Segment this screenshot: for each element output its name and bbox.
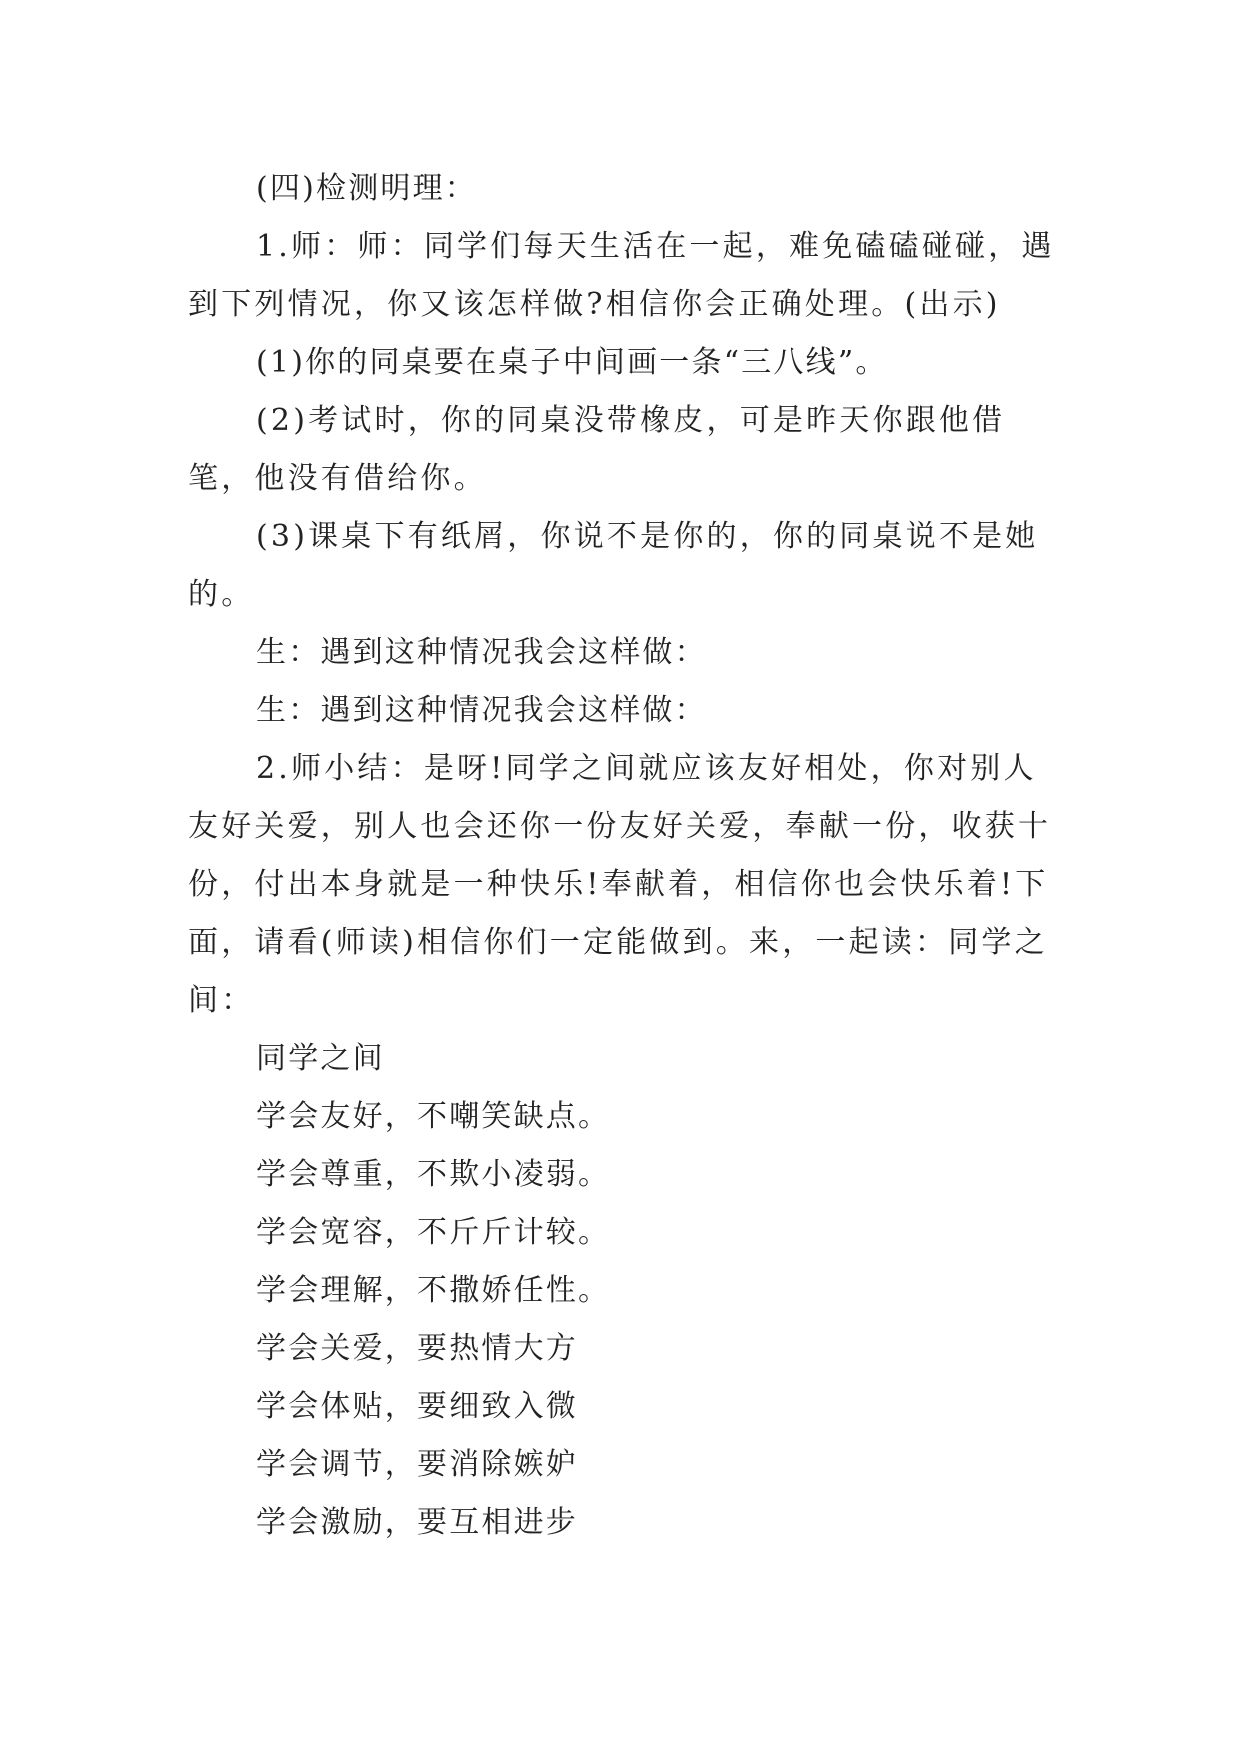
paragraph-case-3: (3)课桌下有纸屑，你说不是你的，你的同桌说不是她的。 <box>188 519 1039 612</box>
paragraph-case-1: (1)你的同桌要在桌子中间画一条“三八线”。 <box>256 345 888 380</box>
poem-line: 学会调节，要消除嫉妒 <box>256 1447 578 1482</box>
section-heading: (四)检测明理： <box>256 171 478 206</box>
poem-line: 学会宽容，不斤斤计较。 <box>256 1215 611 1250</box>
paragraph-student-answer-2: 生：遇到这种情况我会这样做： <box>256 693 707 728</box>
poem-line: 学会友好，不嘲笑缺点。 <box>256 1099 611 1134</box>
paragraph-teacher-summary: 2.师小结：是呀!同学之间就应该友好相处，你对别人友好关爱，别人也会还你一份友好关爱，奉献一份，收获十份，付出本身就是一种快乐!奉献着，相信你也会快乐着!下面，请看(师读)相信你们一定能做到。来，一起读：同学之间： <box>188 751 1052 1018</box>
paragraph-teacher-prompt: 1.师：师：同学们每天生活在一起，难免磕磕碰碰，遇到下列情况，你又该怎样做?相信你会正确处理。(出示) <box>188 229 1055 322</box>
poem-block <box>188 1030 1060 1552</box>
poem-line: 学会关爱，要热情大方 <box>256 1331 578 1366</box>
poem-line: 学会体贴，要细致入微 <box>256 1389 578 1424</box>
document-page <box>188 160 1060 1552</box>
paragraph-student-answer-1: 生：遇到这种情况我会这样做： <box>256 635 707 670</box>
poem-line: 学会尊重，不欺小凌弱。 <box>256 1157 611 1192</box>
poem-title: 同学之间 <box>256 1041 385 1076</box>
paragraph-case-2: (2)考试时，你的同桌没带橡皮，可是昨天你跟他借笔，他没有借给你。 <box>188 403 1006 496</box>
poem-line: 学会激励，要互相进步 <box>256 1505 578 1540</box>
poem-line: 学会理解，不撒娇任性。 <box>256 1273 611 1308</box>
